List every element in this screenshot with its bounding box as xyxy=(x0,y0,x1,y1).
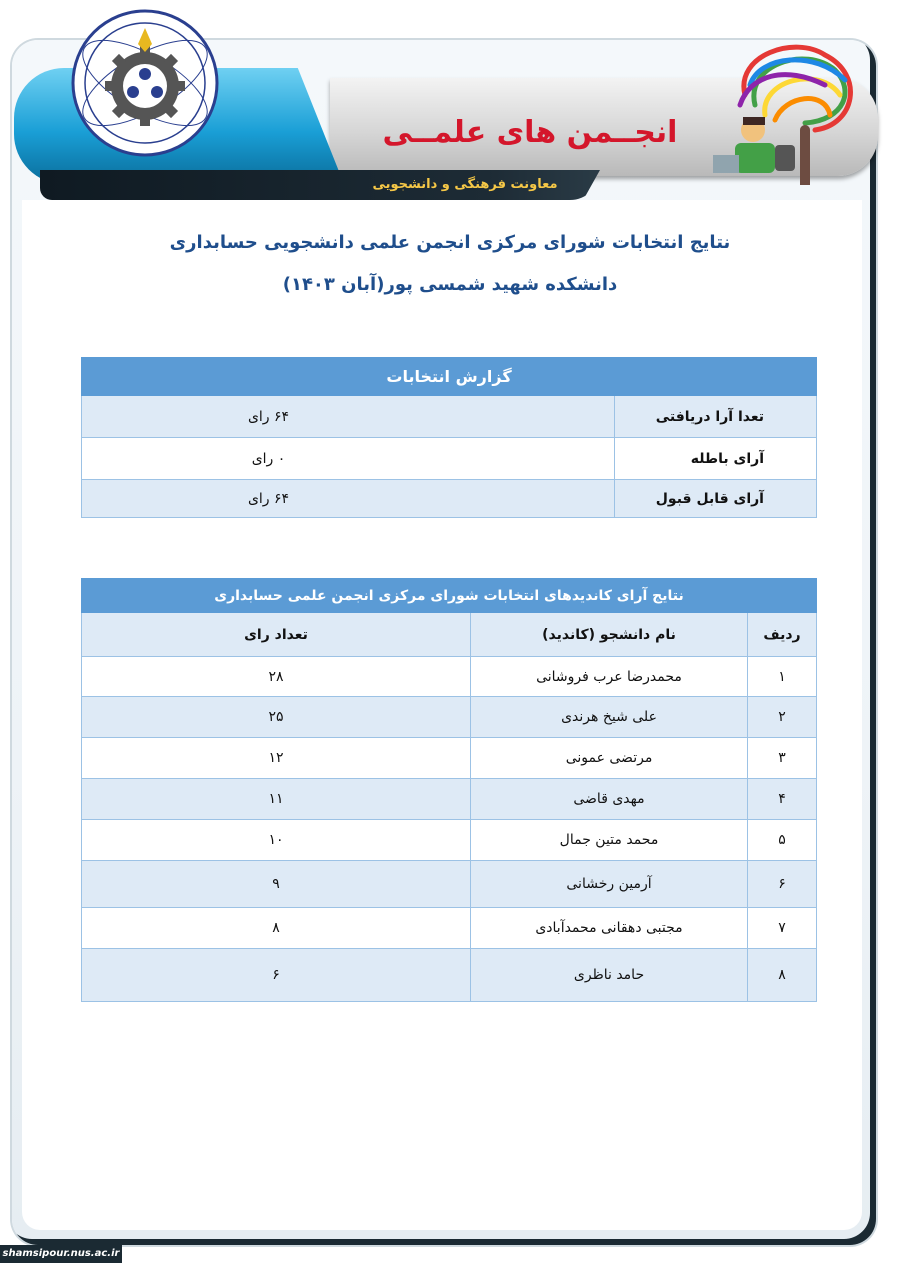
candidate-name: مجتبی دهقانی محمدآبادی xyxy=(471,908,748,949)
row-number: ۳ xyxy=(748,738,817,779)
header-title: انجــمن های علمــی xyxy=(382,115,678,150)
candidate-name: مهدی قاضی xyxy=(471,779,748,820)
table-row xyxy=(82,396,817,438)
table-row xyxy=(82,861,817,908)
candidate-name: حامد ناظری xyxy=(471,949,748,1002)
table-row xyxy=(82,908,817,949)
report-value: ۶۴ رای xyxy=(82,480,615,518)
table-row xyxy=(82,480,817,518)
vote-count: ۱۲ xyxy=(82,738,471,779)
candidate-name: محمد متین جمال xyxy=(471,820,748,861)
row-number: ۲ xyxy=(748,697,817,738)
row-number: ۱ xyxy=(748,657,817,697)
document-title: نتایج انتخابات شورای مرکزی انجمن علمی دانشجویی حسابداری xyxy=(169,232,731,253)
column-header-row-number: ردیف xyxy=(748,613,817,657)
report-value: ۰ رای xyxy=(82,438,615,480)
header-subtitle: معاونت فرهنگی و دانشجویی xyxy=(372,177,558,192)
report-label: آرای باطله xyxy=(615,438,817,480)
election-report-table xyxy=(81,357,817,518)
candidate-name: محمدرضا عرب فروشانی xyxy=(471,657,748,697)
table-row xyxy=(82,949,817,1002)
table-row xyxy=(82,438,817,480)
table-row xyxy=(82,657,817,697)
table-row xyxy=(82,738,817,779)
table-row xyxy=(82,820,817,861)
candidate-results-table xyxy=(81,578,817,1002)
row-number: ۸ xyxy=(748,949,817,1002)
footer-site-link[interactable]: shamsipour.nus.ac.ir xyxy=(0,1245,122,1263)
candidate-name: آرمین رخشانی xyxy=(471,861,748,908)
association-logo xyxy=(70,8,220,158)
document-subtitle: دانشکده شهید شمسی پور(آبان ۱۴۰۳) xyxy=(282,274,618,295)
vote-count: ۱۰ xyxy=(82,820,471,861)
vote-count: ۲۵ xyxy=(82,697,471,738)
vote-count: ۶ xyxy=(82,949,471,1002)
row-number: ۵ xyxy=(748,820,817,861)
vote-count: ۲۸ xyxy=(82,657,471,697)
report-value: ۶۴ رای xyxy=(82,396,615,438)
column-header-votes: تعداد رای xyxy=(82,613,471,657)
report-title: گزارش انتخابات xyxy=(82,358,817,396)
column-header-candidate: نام دانشجو (کاندید) xyxy=(471,613,748,657)
vote-count: ۸ xyxy=(82,908,471,949)
vote-count: ۹ xyxy=(82,861,471,908)
candidate-name: مرتضی عمونی xyxy=(471,738,748,779)
row-number: ۶ xyxy=(748,861,817,908)
brain-student-illustration xyxy=(705,35,870,185)
vote-count: ۱۱ xyxy=(82,779,471,820)
table-row xyxy=(82,779,817,820)
table-row xyxy=(82,697,817,738)
row-number: ۴ xyxy=(748,779,817,820)
report-label: آرای قابل قبول xyxy=(615,480,817,518)
row-number: ۷ xyxy=(748,908,817,949)
report-label: تعدا آرا دریافتی xyxy=(615,396,817,438)
candidate-name: علی شیخ هرندی xyxy=(471,697,748,738)
results-title: نتایج آرای کاندیدهای انتخابات شورای مرکزی انجمن علمی حسابداری xyxy=(82,579,817,613)
